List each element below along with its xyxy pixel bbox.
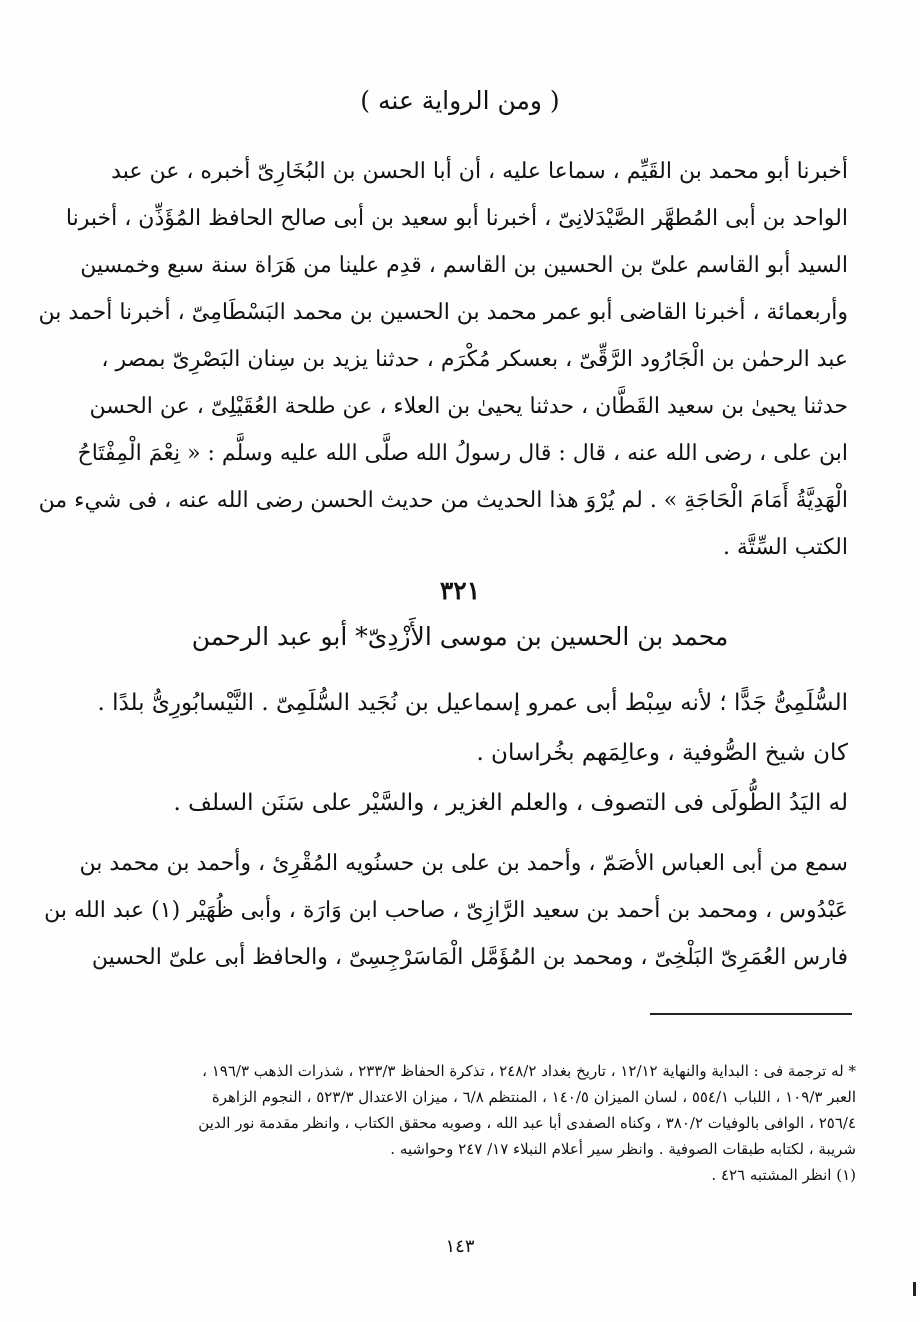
text-line: عَبْدُوس ، ومحمد بن أحمد بن سعيد الرَّازِىّ ، صاحب ابن وَارَة ، وأبى ظُهَيْر (١) عبد الله بن — [44, 898, 848, 923]
footnote-line: (١) انظر المشتبه ٤٢٦ . — [711, 1166, 856, 1184]
text-line: السيد أبو القاسم علىّ بن الحسين بن القاسم ، قدِم علينا من هَرَاة سنة سبع وخمسين — [80, 253, 848, 278]
entry-number: ٣٢١ — [439, 576, 481, 605]
page-number: ١٤٣ — [445, 1236, 475, 1257]
footnote-line: شريبة ، لكتابه طبقات الصوفية . وانظر سير أعلام النبلاء ١٧/ ٢٤٧ وحواشيه . — [390, 1140, 856, 1158]
section-heading: ( ومن الرواية عنه ) — [360, 86, 560, 115]
text-line: سمع من أبى العباس الأصَمّ ، وأحمد بن على بن حسنُويه المُقْرِئ ، وأحمد بن محمد بن — [79, 851, 848, 876]
text-line: فارس العُمَرِىّ البَلْخِىّ ، ومحمد بن المُؤَمَّل الْمَاسَرْجِسِىّ ، والحافظ أبى علىّ الحسين — [91, 945, 848, 970]
text-line: الواحد بن أبى المُطهَّر الصَّيْدَلانِىّ ، أخبرنا أبو سعيد بن أبى صالح الحافظ المُؤَذِّن ، أخبرنا — [65, 206, 848, 231]
biography-paragraph — [97, 678, 848, 828]
footnote-line: * له ترجمة فى : البداية والنهاية ١٢/١٢ ، تاريخ بغداد ٢٤٨/٢ ، تذكرة الحفاظ ٢٣٣/٣ ، شذرات الذهب ١٩٦/٣ ، — [202, 1062, 856, 1080]
footnotes — [128, 1058, 856, 1188]
text-line: الْهَدِيَّةُ أَمَامَ الْحَاجَةِ » . لم يُرْوَ هذا الحديث من حديث الحسن رضى الله عنه ، فى شيء من — [38, 488, 848, 513]
text-line: الكتب السِّتَّة . — [722, 535, 848, 560]
scan-edge-mark — [913, 1282, 916, 1296]
footnote-divider — [650, 1013, 852, 1015]
text-line: ابن على ، رضى الله عنه ، قال : قال رسولُ الله صلَّى الله عليه وسلَّم : « نِعْمَ الْمِفْتَاحُ — [77, 441, 848, 466]
text-line: كان شيخ الصُّوفية ، وعالِمَهم بخُراسان . — [476, 740, 848, 766]
text-line: السُّلَمِىُّ جَدًّا ؛ لأنه سِبْط أبى عمرو إسماعيل بن نُجَيد السُّلَمِىّ . النَّيْسابُورِىُّ بلدًا . — [97, 690, 848, 716]
footnote-line: العبر ١٠٩/٣ ، اللباب ٥٥٤/١ ، لسان الميزان ١٤٠/٥ ، المنتظم ٦/٨ ، ميزان الاعتدال ٥٢٣/٣ ، النجوم الزاهرة — [211, 1088, 856, 1106]
footnote-line: ٢٥٦/٤ ، الوافى بالوفيات ٣٨٠/٢ ، وكناه الصفدى أبا عبد الله ، وصوبه محقق الكتاب ، وانظر مقدمة نور الدين — [198, 1114, 856, 1132]
text-line: حدثنا يحيىٰ بن سعيد القَطَّان ، حدثنا يحيىٰ بن العلاء ، عن طلحة العُقَيْلِىّ ، عن الحسن — [89, 394, 848, 419]
text-line: عبد الرحمٰن بن الْجَارُود الرَّقِّىّ ، بعسكر مُكْرَم ، حدثنا يزيد بن سِنان البَصْرِىّ بمصر ، — [101, 347, 848, 372]
teachers-paragraph — [44, 840, 848, 981]
text-line: أخبرنا أبو محمد بن القَيِّم ، سماعا عليه ، أن أبا الحسن بن البُخَارِىّ أخبره ، عن عبد — [111, 159, 848, 184]
text-line: وأربعمائة ، أخبرنا القاضى أبو عمر محمد بن الحسين بن محمد البَسْطَامِىّ ، أخبرنا أحمد بن — [38, 300, 848, 325]
narration-paragraph — [38, 148, 848, 571]
text-line: له اليَدُ الطُّولَى فى التصوف ، والعلم الغزير ، والسَّيْر على سَنَن السلف . — [173, 790, 848, 816]
entry-title: محمد بن الحسين بن موسى الأَزْدِىّ* أبو عبد الرحمن — [191, 622, 729, 651]
